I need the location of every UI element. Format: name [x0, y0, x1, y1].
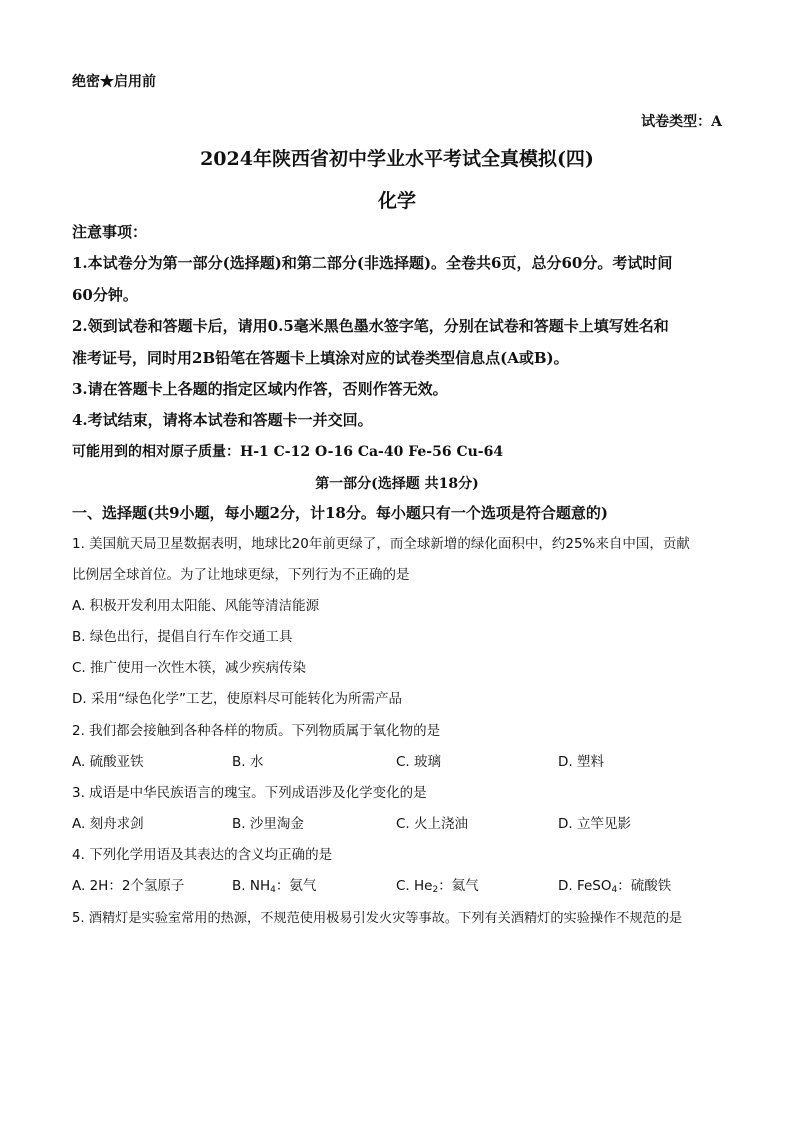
note-item-1-cont: 60分钟。: [72, 286, 138, 304]
notes-heading: 注意事项：: [72, 223, 148, 241]
question-1-option-c: C. 推广使用一次性木筷，减少疾病传染: [72, 660, 307, 676]
question-4-option-c: [396, 880, 479, 895]
question-3-option-c: C. 火上浇油: [396, 816, 469, 832]
question-1-option-b: B. 绿色出行，提倡自行车作交通工具: [72, 629, 293, 645]
option-d-formula: D. FeSO: [558, 878, 612, 894]
atomic-masses: 可能用到的相对原子质量：H-1 C-12 O-16 Ca-40 Fe-56 Cu-64: [72, 444, 504, 460]
subject-title: 化学: [377, 190, 416, 212]
option-c-subscript: 2: [432, 885, 439, 895]
part1-title: 第一部分(选择题 共18分): [315, 476, 479, 492]
question-3-stem: 3. 成语是中华民族语言的瑰宝。下列成语涉及化学变化的是: [72, 785, 427, 801]
exam-title: 2024年陕西省初中学业水平考试全真模拟(四): [200, 148, 594, 170]
question-1-option-a: A. 积极开发利用太阳能、风能等清洁能源: [72, 598, 320, 614]
question-4-option-b: [232, 880, 316, 895]
question-2-option-b: B. 水: [232, 754, 264, 770]
section-heading: 一、选择题(共9小题，每小题2分，计18分。每小题只有一个选项是符合题意的): [72, 504, 608, 522]
question-5-stem: 5. 酒精灯是实验室常用的热源，不规范使用极易引发火灾等事故。下列有关酒精灯的实验操作不规范的是: [72, 911, 683, 926]
question-1-option-d: D. 采用“绿色化学”工艺，使原料尽可能转化为所需产品: [72, 691, 402, 707]
note-item-2: 2.领到试卷和答题卡后，请用0.5毫米黑色墨水签字笔，分别在试卷和答题卡上填写姓名和: [72, 317, 669, 335]
note-item-3: 3.请在答题卡上各题的指定区域内作答，否则作答无效。: [72, 380, 448, 398]
question-2-option-c: C. 玻璃: [396, 754, 442, 770]
question-2-option-a: A. 硫酸亚铁: [72, 754, 144, 770]
question-3-option-d: D. 立竿见影: [558, 816, 631, 832]
option-b-formula: B. NH: [232, 878, 271, 894]
option-c-formula: C. He: [396, 878, 433, 894]
question-3-option-a: A. 刻舟求剑: [72, 816, 144, 832]
question-4-stem: 4. 下列化学用语及其表达的含义均正确的是: [72, 847, 333, 863]
option-b-subscript: 4: [270, 885, 276, 895]
question-4-option-a: A. 2H：2个氢原子: [72, 878, 185, 894]
option-d-meaning: ：硫酸铁: [617, 878, 672, 894]
option-d-subscript: 4: [611, 885, 618, 895]
exam-type: 试卷类型：A: [641, 114, 722, 130]
question-3-option-b: B. 沙里淘金: [232, 816, 304, 832]
question-4-option-d: [558, 880, 671, 895]
note-item-1: 1.本试卷分为第一部分(选择题)和第二部分(非选择题)。全卷共6页，总分60分。考试时间: [72, 254, 673, 272]
question-2-option-d: D. 塑料: [558, 754, 604, 770]
confidential-mark: 绝密★启用前: [72, 74, 156, 90]
question-1-stem: 1. 美国航天局卫星数据表明，地球比20年前更绿了，而全球新增的绿化面积中，约25%来自中国，贡献: [72, 536, 690, 552]
question-2-stem: 2. 我们都会接触到各种各样的物质。下列物质属于氧化物的是: [72, 723, 441, 739]
note-item-2-cont: 准考证号，同时用2B铅笔在答题卡上填涂对应的试卷类型信息点(A或B)。: [72, 349, 569, 367]
question-1-stem-cont: 比例居全球首位。为了让地球更绿，下列行为不正确的是: [72, 567, 410, 583]
option-c-meaning: ：氦气: [438, 878, 479, 894]
note-item-4: 4.考试结束，请将本试卷和答题卡一并交回。: [72, 411, 373, 429]
option-b-meaning: ：氨气: [275, 878, 317, 894]
